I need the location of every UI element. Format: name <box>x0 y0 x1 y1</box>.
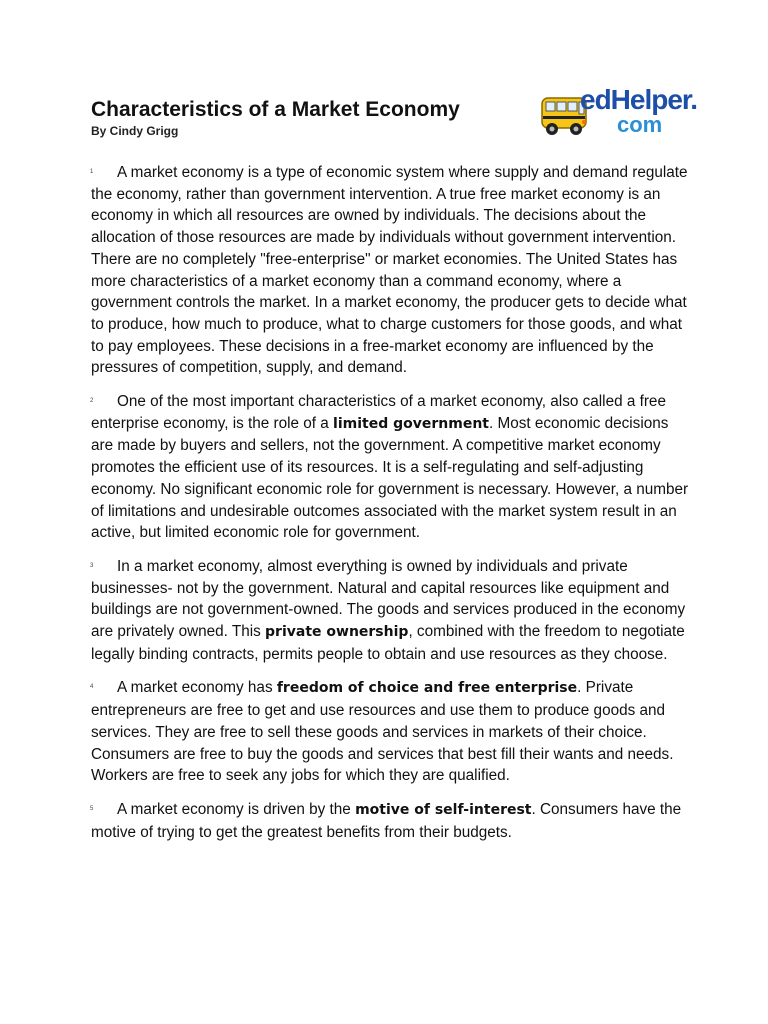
paragraph <box>91 556 691 666</box>
paragraph-text: A market economy is driven by the <box>117 800 356 818</box>
paragraph <box>91 799 691 843</box>
paragraph <box>91 162 691 379</box>
paragraph <box>91 677 691 787</box>
paragraph-number: 1 <box>90 169 94 175</box>
paragraph-number: 3 <box>90 562 94 569</box>
paragraph-text: A market economy is a type of economic system where supply and demand regulate the economy, rather than government intervention. A true free market economy is an economy in which all resources are owned by individuals. The decisions about the allocation of those resources are made by individuals without government intervention. There are no completely "free-enterprise" or market economies. The United States has more characteristics of a market economy than a command economy, where a government controls the market. In a market economy, the producer gets to decide what to produce, how much to produce, what to charge customers for those goods, and what to pay employees. These decisions in a free-market economy are influenced by the pressures of competition, supply, and demand. <box>91 164 688 377</box>
paragraph-number: 5 <box>90 805 94 812</box>
paragraph-text: , combined with the freedom to negotiate legally binding contracts, permits people to obtain and use resources as they choose. <box>91 623 685 663</box>
paragraph-text: . Private entrepreneurs are free to get and use resources and use them to produce goods and services. They are free to sell these goods and services in markets of their choice. Consumers are free to buy the goods and services that best fill their wants and needs. Workers are free to seek any jobs for which they are qualified. <box>91 679 674 785</box>
paragraph-text: . Consumers have the motive of trying to get the greatest benefits from their budgets. <box>91 800 682 841</box>
key-term: private ownership <box>265 624 409 641</box>
article-body <box>91 162 691 855</box>
logo-wordmark-com: com <box>617 112 663 137</box>
paragraph-number: 4 <box>90 684 94 691</box>
paragraph-number: 2 <box>90 398 94 405</box>
author-byline: By Cindy Grigg <box>91 124 179 138</box>
logo-wordmark: edHelper. <box>580 84 698 115</box>
key-term: motive of self-interest <box>355 801 532 818</box>
paragraph-text: One of the most important characteristics of a market economy, also called a free enterprise economy, is the role of a <box>91 393 666 432</box>
page-title: Characteristics of a Market Economy <box>91 98 460 121</box>
paragraph-text: In a market economy, almost everything is owned by individuals and private businesses- not by the government. Natural and capital resources like equipment and buildings are not government-owned. The goods and services produced in the economy are privately owned. This <box>91 557 686 641</box>
paragraph <box>91 391 691 544</box>
key-term: freedom of choice and free enterprise <box>276 680 578 697</box>
paragraph-text: . Most economic decisions are made by buyers and sellers, not the government. A competitive market economy promotes the efficient use of its resources. It is a self-regulating and self-adjusting economy. No significant economic role for government is necessary. However, a number of limitations and undesirable outcomes associated with the market system result in an active, but limited economic role for government. <box>91 414 689 542</box>
key-term: limited government <box>333 415 489 432</box>
paragraph-text: A market economy has <box>117 679 277 697</box>
